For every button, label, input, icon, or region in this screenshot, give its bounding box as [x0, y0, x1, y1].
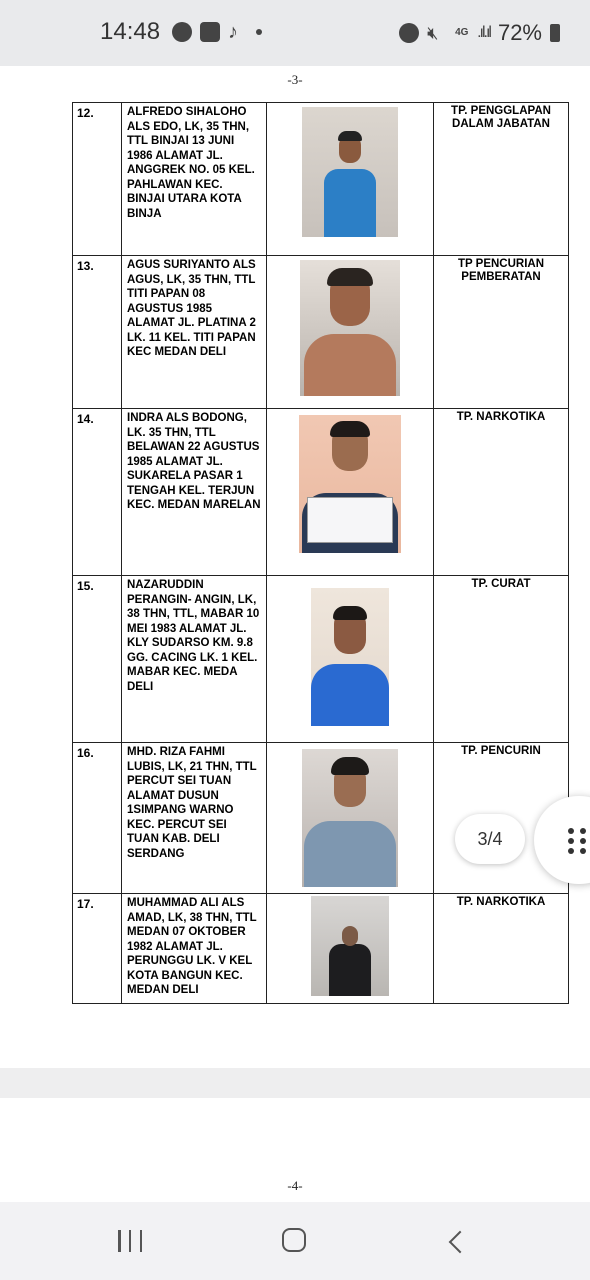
dot-icon: [256, 29, 262, 35]
document-page[interactable]: [0, 66, 590, 1070]
table-row: [73, 576, 569, 743]
crime-type: TP. CURAT: [434, 576, 569, 743]
row-number: 13.: [73, 256, 122, 409]
battery-icon: [550, 24, 560, 42]
row-number: 17.: [73, 894, 122, 1004]
table-row: [73, 103, 569, 256]
gallery-icon: [200, 22, 220, 42]
tiktok-icon: ♪: [228, 21, 238, 43]
suspect-identity: INDRA ALS BODONG, LK. 35 THN, TTL BELAWAN 22 AGUSTUS 1985 ALAMAT JL. SUKARELA PASAR 1 TENGAH KEL. TERJUN KEC. MEDAN MARELAN: [122, 409, 267, 576]
suspect-photo: [311, 588, 389, 726]
suspect-photo: [302, 107, 398, 237]
page-separator: [0, 1068, 590, 1098]
suspect-identity: MUHAMMAD ALI ALS AMAD, LK, 38 THN, TTL MEDAN 07 OKTOBER 1982 ALAMAT JL. PERUNGGU LK. V KEL KOTA BANGUN KEC. MEDAN DELI: [122, 894, 267, 1004]
whatsapp-icon: [172, 22, 192, 42]
page-indicator: 3/4: [455, 814, 525, 864]
suspect-photo: [300, 260, 400, 396]
row-number: 15.: [73, 576, 122, 743]
suspect-identity: MHD. RIZA FAHMI LUBIS, LK, 21 THN, TTL PERCUT SEI TUAN ALAMAT DUSUN 1SIMPANG WARNO KEC. PERCUT SEI TUAN KAB. DELI SERDANG: [122, 743, 267, 894]
suspect-photo: [311, 896, 389, 996]
photo-cell: [267, 103, 434, 256]
table-row: [73, 256, 569, 409]
suspect-identity: ALFREDO SIHALOHO ALS EDO, LK, 35 THN, TTL BINJAI 13 JUNI 1986 ALAMAT JL. ANGGREK NO. 05 KEL. PAHLAWAN KEC. BINJAI UTARA KOTA BINJA: [122, 103, 267, 256]
photo-cell: [267, 256, 434, 409]
page-number-top: -3-: [287, 72, 303, 87]
photo-cell: [267, 743, 434, 894]
table-row: [73, 409, 569, 576]
network-type: 4G: [455, 27, 469, 38]
suspect-identity: NAZARUDDIN PERANGIN- ANGIN, LK, 38 THN, TTL, MABAR 10 MEI 1983 ALAMAT JL. KLY SUDARSO KM. 9.8 GG. CACING LK. 1 KEL. MABAR KEC. MEDA DELI: [122, 576, 267, 743]
crime-type: TP. NARKOTIKA: [434, 894, 569, 1004]
table-row: [73, 894, 569, 1004]
signal-icon: .ıl.ıl: [477, 24, 490, 41]
name-board: [307, 497, 393, 543]
photo-cell: [267, 409, 434, 576]
grid-icon: [568, 828, 588, 854]
crime-type: TP. PENGGLAPAN DALAM JABATAN: [434, 103, 569, 256]
document-page-next[interactable]: [0, 1098, 590, 1202]
status-notification-icons: [172, 22, 262, 42]
photo-cell: [267, 894, 434, 1004]
row-number: 14.: [73, 409, 122, 576]
back-icon[interactable]: [449, 1231, 472, 1254]
crime-type: TP. NARKOTIKA: [434, 409, 569, 576]
alarm-icon: [399, 23, 419, 43]
home-icon[interactable]: [282, 1228, 306, 1252]
suspect-photo: [302, 749, 398, 887]
battery-percentage: 72%: [497, 20, 542, 45]
crime-type: TP. PENCURIN: [434, 743, 569, 894]
suspect-identity: AGUS SURIYANTO ALS AGUS, LK, 35 THN, TTL TITI PAPAN 08 AGUSTUS 1985 ALAMAT JL. PLATINA 2 LK. 11 KEL. TITI PAPAN KEC MEDAN DELI: [122, 256, 267, 409]
recent-apps-icon[interactable]: [118, 1230, 142, 1252]
page-number-bottom: -4-: [287, 1178, 303, 1193]
row-number: 16.: [73, 743, 122, 894]
status-system-icons: [399, 20, 560, 46]
suspect-table: [72, 102, 569, 1004]
row-number: 12.: [73, 103, 122, 256]
status-time: 14:48: [100, 18, 161, 45]
status-bar: [0, 0, 590, 66]
mute-icon: 🔇︎: [427, 23, 439, 43]
crime-type: TP PENCURIAN PEMBERATAN: [434, 256, 569, 409]
photo-cell: [267, 576, 434, 743]
navigation-bar: [0, 1202, 590, 1280]
suspect-photo: [299, 415, 401, 553]
